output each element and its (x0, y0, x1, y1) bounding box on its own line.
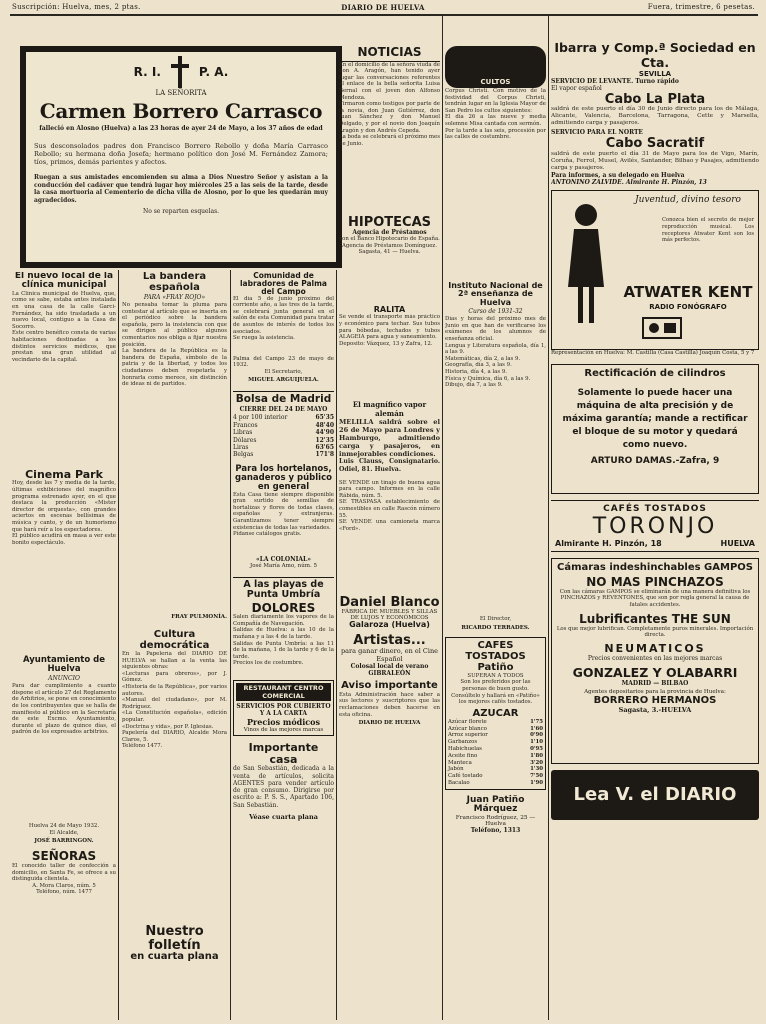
azucar-price-list (448, 719, 543, 787)
patino-body: SUPERAN A TODOS Son los preferidos por las personas de buen gusto. Consúltelo y hallará en «Patiño» los mejores cafés tostados. (451, 672, 540, 706)
news-headline: NOTICIAS (339, 46, 440, 62)
institute-director: El Director, (479, 616, 512, 623)
classifieds-body: SE VENDE un tinajo de buena agua para campo. Informes en la calle Rábida, núm. 5. SE TRASPASA establecimiento de comestibles en calle Rascón número 55. SE VENDE una camioneta marca «Ford». (339, 479, 440, 532)
atwater-ad (551, 190, 759, 350)
azucar-row (448, 753, 543, 760)
column-rule (230, 270, 231, 1020)
clinic-body: La Clínica municipal de Huelva, que, como se sabe, estaba antes instalada en una casa de la calle Garci-Fernández, ha sido trasladada a un nuevo local, contiguo a la Casa de Socorro. Este centro benéfico consta de varias habitaciones destinadas a los distintos servicios médicos, que prestan una gran utilidad al vecindario de la capital. (12, 290, 116, 363)
flag-signature: FRAY PULMONÍA. (171, 614, 227, 620)
blanco-headline: Daniel Blanco (339, 594, 440, 610)
azucar-value: 0'95 (530, 745, 543, 752)
gampos-headline: Cámaras indeshinchables GAMPOS (556, 561, 753, 573)
ibarra-north: SERVICIO PARA EL NORTE (551, 129, 644, 137)
atwater-tagline: Juventud, divino tesoro (635, 195, 741, 206)
azucar-value: 1'80 (530, 752, 543, 759)
marquez-address: Francisco Rodríguez, 25 — Huelva (455, 814, 536, 827)
bolsa-value: 171'8 (315, 451, 334, 459)
farmers-date: Palma del Campo 23 de mayo de 1932. (233, 355, 334, 369)
ladies-body: El conocido taller de confección a domicilio, en Santa Fe, se ofrece a su distinguida clientela. (12, 863, 116, 883)
ship-lead: El magnífico vapor alemán (352, 400, 427, 419)
gonzalez-agents: Agentes depositarios para la provincia de Huelva: (584, 688, 726, 695)
cabo-sacratif-headline: Cabo Sacratif (605, 135, 705, 151)
bolsa-row (233, 422, 334, 429)
ayto-signature: JOSÉ BARRINGON. (34, 838, 94, 845)
beach-dolores: DOLORES (251, 600, 316, 615)
obituary-death: falleció en Alosno (Huelva) a las 23 horas de ayer 24 de Mayo, a los 37 años de edad (39, 125, 323, 132)
ayto-body: Para dar cumplimiento a cuanto dispone el artículo 27 del Reglamento de Arbitrios, se pone en conocimiento de los contribuyentes que se halla de manifiesto al público en la Secretaría de este Excmo. Ayuntamiento, durante el plazo de quince días, el padrón de los expresados arbitrios. (12, 683, 116, 736)
clinic-headline: El nuevo local de la clínica municipal (14, 272, 114, 291)
loans-body: con el Banco Hipotecario de España. Agencia de Préstamos Domínguez. Sagasta, 41 — Huelva. (339, 236, 440, 256)
column-2 (122, 272, 227, 1020)
ship-agent: Luis Clauss, Consignatario. Odiel, 81. Huelva. (339, 458, 440, 473)
loans-subhead: Agencia de Préstamos (352, 229, 427, 237)
culture-body: En la Papelería del DIARIO DE HUELVA se hallan a la venta las siguientes obras: «Lecturas para obreros», por J. Gómez. «Historia de la República», por varios autores. «Manual del ciudadano», por M. Rodríguez. «La Constitución española», edición popular. «Doctrina y vida», por P. Iglesias. Papelería del DIARIO, Alcalde Mora Claros, 5. Teléfono 1477. (122, 651, 227, 750)
bolsa-value: 63'65 (315, 444, 334, 452)
institute-subhead: Curso de 1931-32 (468, 308, 523, 316)
bolsa-value: 12'35 (315, 436, 334, 444)
blanco-body: FÁBRICA DE MUEBLES Y SILLAS DE LUJOS Y ECONÓMICOS (341, 609, 438, 622)
ship-body: MELILLA saldrá sobre el 26 de Mayo para Londres y Hamburgo, admitiendo carga y pasajeros, en inmejorables condiciones. (339, 418, 440, 459)
cross-icon (171, 56, 189, 88)
gampos-ad (551, 558, 759, 764)
important-headline: Importante casa (248, 741, 319, 766)
gonzalez-headline: GONZALEZ Y OLABARRI (572, 664, 738, 680)
borrero-headline: BORRERO HERMANOS (593, 694, 717, 706)
woman-illustration-icon (556, 197, 616, 327)
bolsa-label: Francos (233, 421, 258, 429)
azucar-label: Habichuelas (448, 745, 482, 752)
azucar-label: Arroz superior (448, 732, 488, 739)
institute-headline: Instituto Nacional de 2ª enseñanza de Huelva (448, 281, 543, 307)
atwater-body: Conozca bien el secreto de mejor reproducción musical. Los receptores Atwater Kent son los más perfectos. (662, 217, 754, 244)
azucar-row (448, 719, 543, 726)
azucar-row (448, 780, 543, 787)
ayto-alcalde: El Alcalde, (49, 829, 79, 836)
institute-body: Días y horas del próximo mes de Junio en que han de verificarse los exámenes de los alumnos de enseñanza oficial. Lengua y Literatura española, día 1, a las 9. Matemáticas, día 2, a las 9. Geografía, día 3, a las 9. Historia, día 4, a las 9. Física y Química, día 6, a las 9. Dibujo, día 7, a las 9. (445, 316, 546, 389)
bolsa-value: 44'90 (315, 429, 334, 437)
column-footer: DIARIO DE HUELVA (358, 720, 421, 727)
azucar-value: 1'90 (530, 779, 543, 786)
cabo-sacratif-body: saldrá de este puerto el día 31 de Mayo para los de Vigo, Marín, Coruña, Ferrol, Musel, Avilés, Santander, Bilbao y Pasajes, admitiendo carga y pasajeros. (551, 150, 759, 171)
column-5 (445, 46, 546, 1020)
restaurant-ad (233, 680, 334, 736)
azucar-row (448, 746, 543, 753)
artists-headline: Artistas... (353, 632, 426, 648)
bolsa-label: Dólares (233, 436, 257, 444)
azucar-row (448, 726, 543, 733)
obituary-block (20, 46, 342, 268)
cultos-body: Corpus Christi. Con motivo de la festividad del Corpus Christi, tendrán lugar en la Iglesia Mayor de San Pedro los cultos siguientes: El día 26 a las nueve y media solemne Misa cantada con sermón. Por la tarde a las seis, procesión por las calles de costumbre. (445, 88, 546, 141)
header-masthead: DIARIO DE HUELVA (341, 3, 425, 12)
bolsa-row (233, 437, 334, 444)
bolsa-label: Liras (233, 444, 249, 452)
azucar-label: Bacalao (448, 779, 470, 786)
folletin-subhead: en cuarta plana (130, 951, 219, 963)
ibarra-ship: El vapor español (551, 85, 602, 93)
notice-body: Esta Administración hace saber a sus lectores y suscriptores que las reclamaciones deben hacerse en esta oficina. (339, 691, 440, 718)
azucar-label: Café tostado (448, 773, 483, 780)
atwater-brand: ATWATER KENT (623, 283, 753, 302)
cabo-plata-headline: Cabo La Plata (604, 91, 706, 107)
azucar-value: 7'50 (530, 773, 543, 780)
patino-headline: CAFES TOSTADOS Patiño (465, 639, 526, 673)
important-body: de San Sebastián, dedicada a la venta de artículos, solicita AGENTES para vender artículo de gran consumo. Dirigirse por escrito a: P. S. S., Apartado 106, San Sebastián. (233, 765, 334, 809)
loans-headline: HIPOTECAS (347, 214, 431, 230)
restaurant-title: RESTAURANT CENTRO COMERCIAL (236, 683, 331, 701)
azucar-label: Azúcar blanco (448, 725, 487, 732)
ladies-headline: SEÑORAS (31, 849, 97, 864)
cabo-plata-body: saldrá de este puerto el día 30 de Junio directo para los de Málaga, Alicante, Valencia, Barcelona, Tarragona, Cette y Marsella, admitiendo carga y pasajeros. (551, 106, 759, 127)
ayto-headline: Ayuntamiento de Huelva (22, 655, 106, 675)
azucar-label: Jabón (448, 766, 464, 773)
bolsa-subhead: CIERRE DEL 24 DE MAYO (239, 406, 328, 414)
obituary-title: LA SEÑORITA (155, 89, 207, 97)
column-rule (442, 16, 443, 1020)
azucar-headline: AZUCAR (472, 707, 519, 719)
header-outside: Fuera, trimestre, 6 pesetas. (647, 3, 755, 11)
bolsa-row (233, 451, 334, 458)
gardeners-headline: Para los hortelanos, ganaderos y público en general (235, 463, 332, 492)
restaurant-services: SERVICIOS POR CUBIERTO Y A LA CARTA (236, 703, 331, 718)
notice-headline: Aviso importante (341, 680, 438, 692)
obituary-request: Ruegan a sus amistades encomienden su alma a Dios Nuestro Señor y asistan a la conducción del cadáver que tendrá lugar hoy miércoles 25 a las seis de la tarde, desde la casa mortuoria al Cementerio de dicha villa de Alosno, por lo que les quedarán muy agradecidos. (34, 174, 328, 204)
azucar-row (448, 732, 543, 739)
marquez-phone: Teléfono, 1313 (470, 826, 521, 834)
column-1 (12, 272, 116, 1020)
bolsa-label: Libras (233, 429, 253, 437)
azucar-value: 1'75 (530, 718, 543, 725)
marquez-headline: Juan Patiño Márquez (466, 794, 525, 815)
bolsa-headline: Bolsa de Madrid (233, 391, 334, 405)
azucar-row (448, 739, 543, 746)
azucar-label: Garbanzos (448, 739, 478, 746)
ibarra-service: SERVICIO DE LEVANTE. Turno rápido (551, 78, 679, 85)
cultos-banner (445, 46, 546, 88)
farmers-signature: MIGUEL ARGUIJUELA. (248, 377, 319, 384)
obituary-name: Carmen Borrero Carrasco (39, 99, 323, 123)
bolsa-value: 48'40 (315, 421, 334, 429)
diario-slogan: Lea V. el DIARIO (573, 784, 737, 806)
institute-signature: RICARDO TERRADES. (461, 624, 530, 631)
obituary-rip-left: R. I. (133, 64, 161, 79)
borrero-address: Sagasta, 3.-HUELVA (618, 705, 692, 714)
azucar-row (448, 773, 543, 780)
flag-headline: La bandera española (142, 272, 207, 293)
atwater-footer: Representación en Huelva: M. Castilla (Casa Castilla) Joaquín Costa, 5 y 7 (551, 350, 755, 357)
toronjo-name: TORONJO (592, 513, 718, 539)
artists-body: para ganar dinero, en el Cine Español (341, 647, 438, 664)
header-subscription: Suscripción: Huelva, mes, 2 ptas. (12, 3, 141, 11)
column-4 (339, 46, 440, 1020)
obituary-rip-right: P. A. (198, 64, 229, 79)
bolsa-value: 65'35 (315, 414, 334, 422)
column-rule (118, 270, 119, 1020)
azucar-value: 1'30 (530, 766, 543, 773)
gardeners-address: José María Amo, núm. 5 (250, 562, 317, 569)
toronjo-pretitle: CAFÉS TOSTADOS (603, 503, 707, 514)
ibarra-city: SEVILLA (638, 70, 672, 78)
folletin-headline: Nuestro folletín (145, 924, 204, 953)
patino-ad (445, 637, 546, 790)
atwater-kind: RADIO FONÓGRAFO (649, 303, 727, 312)
blanco-address: Galaroza (Huelva) (349, 620, 430, 630)
tyres-headline: NEUMATICOS (604, 641, 706, 655)
gampos-slogan: NO MAS PINCHAZOS (586, 574, 724, 589)
gonzalez-cities: MADRID — BILBAO (621, 679, 689, 687)
cylinders-address: ARTURO DAMAS.-Zafra, 9 (590, 455, 720, 466)
flag-body: No pensaba tomar la pluma para contestar al artículo que se inserta en el periódico sobre la bandera española, pero la insistencia con que se dirigen al público algunos comentarios nos obliga a fijar nuestra posición. La bandera de la República es la bandera de España, símbolo de la patria y de la libertad, y todos los ciudadanos deben respetarla y honrarla como merece, sin distinción de ideas ni de partidos. (122, 302, 227, 388)
azucar-label: Manteca (448, 759, 472, 766)
ibarra-agent-name: ANTONINO ZALVIDE. Almirante H. Pinzón, 13 (551, 178, 707, 186)
beach-headline: A las playas de Punta Umbría (233, 577, 334, 600)
cylinders-ad (551, 364, 759, 494)
cultos-headline: CULTOS (480, 78, 511, 86)
obituary-family: Sus desconsolados padres don Francisco Borrero Rebollo y doña María Carrasco Rebollo; su hermana doña Josefa; hermano político don José M. Fernández Zamora; tíos, primos, demás parientes y afectos. (34, 142, 328, 166)
sun-headline: Lubrificantes THE SUN (579, 611, 731, 626)
obituary-note: No se reparten esquelas. (142, 208, 220, 216)
ibarra-headline: Ibarra y Comp.ª Sociedad en Cta. (554, 40, 756, 70)
bolsa-table (233, 414, 334, 458)
farmers-secretary: El Secretario, (264, 368, 303, 375)
farmers-body: El día 5 de junio próximo del corriente año, a las tres de la tarde, se celebrará junta general en el salón de esta Comunidad para tratar de asuntos de interés de todos los asociados. Se ruega la asistencia. (233, 295, 334, 342)
sun-body: Los que mejor lubrifican. Completamente puros minerales. Importación directa. (556, 625, 754, 639)
cylinders-body: Solamente lo puede hacer una máquina de alta precisión y de máxima garantía; mande a rectificar el bloque de su motor y quedará como nuevo. (562, 387, 748, 450)
bolsa-label: 4 por 100 interior (233, 414, 288, 422)
fourth-page-note: Véase cuarta plana (249, 813, 318, 822)
ralita-body: Se vende el transporte más práctico y económico para techar. Sus tubos para bóbedas, techados y tubos ALAGEIA para agua y saneamiento. Deposito: Vázquez, 13 y Zafra, 12. (339, 314, 440, 347)
azucar-value: 0'90 (530, 732, 543, 739)
header-rule (10, 14, 758, 16)
diario-slogan-banner (551, 770, 759, 820)
ayto-date: Huelva 24 de Mayo 1932. (28, 823, 100, 830)
artists-address: Colosal local de verano GIBRALEÓN (350, 663, 429, 678)
azucar-label: Aceite fino (448, 752, 478, 759)
cinema-body: Hoy, desde las 7 y media de la tarde, últimas exhibiciones del magnífico programa estrenado ayer, en el que destaca la producción «Mister director de orquesta», con grandes aciertos en escenas bellísimas de música y canto, y de un humorismo que hará reír a los espectadores. El público acudirá en masa a ver este bonito espectáculo. (12, 480, 116, 546)
bolsa-row (233, 414, 334, 421)
tyres-body: Precios convenientes en las mejores marcas (587, 654, 723, 662)
radio-icon (642, 317, 682, 339)
toronjo-city: HUELVA (720, 538, 755, 548)
ralita-headline: RALITA (373, 305, 406, 315)
azucar-label: Azúcar florete (448, 718, 487, 725)
beach-body: Salen diariamente los vapores de la Compañía de Navegación. Salidas de Huelva: a las 10 de la mañana y a las 4 de la tarde. Salidas de Punta Umbría: a las 11 de la mañana, 1 de la tarde y 6 de la tarde. Precios los de costumbre. (233, 614, 334, 667)
bolsa-row (233, 429, 334, 436)
restaurant-prices: Precios módicos (247, 717, 320, 728)
toronjo-address: Almirante H. Pinzón, 18 (555, 538, 662, 548)
column-rule (336, 270, 337, 1020)
bolsa-label: Belgas (233, 451, 254, 459)
restaurant-note: Vinos de las mejores marcas (243, 727, 324, 734)
ayto-subhead: ANUNCIO (48, 675, 80, 683)
cinema-headline: Cinema Park (25, 467, 103, 481)
farmers-headline: Comunidad de labradores de Palma del Campo (239, 272, 327, 296)
column-3 (233, 272, 334, 1020)
ladies-address: A. Mora Claros, núm. 5 Teléfono, núm. 1477 (32, 882, 96, 896)
gardeners-body: Esta Casa tiene siempre disponible gran surtido de semillas de hortalizas y flores de todas clases, españolas y extranjeras. Garantizamos tener siempre existencias de todas las variedades. Pídanse catálogos gratis. (233, 491, 334, 538)
azucar-value: 1'10 (530, 739, 543, 746)
azucar-value: 3'20 (530, 759, 543, 766)
gampos-body: Con las cámaras GAMPOS se eliminarán de una manera definitiva los PINCHAZOS y REVENTONES, que son por regla general la causa de fatales accidentes. (559, 588, 751, 608)
news-body: En el domicilio de la señora viuda de don A. Aragón, han tenido ayer lugar las conversaciones referentes al enlace de la bella señorita Luisa Bernal con el joven don Alfonso Mendoza. Firmaron como testigos por parte de la novia, don Juan Gutiérrez, don Juan Sánchez y don Manuel Delgado, y por el novio don Joaquín Aragón y don Andrés Cepeda. La boda se celebrará el próximo mes de Junio. (339, 61, 440, 147)
flag-subhead: PARA «FRAY ROJO» (143, 294, 206, 301)
gardeners-shop: «LA COLONIAL» (255, 555, 312, 563)
toronjo-ad (551, 500, 759, 552)
column-6 (551, 40, 759, 1020)
culture-headline: Cultura democrática (139, 629, 210, 651)
cylinders-headline: Rectificación de cilindros (584, 367, 726, 379)
ibarra-agent: Para informes, a su delegado en Huelva (551, 171, 685, 179)
bolsa-row (233, 444, 334, 451)
azucar-value: 1'60 (530, 725, 543, 732)
column-rule (548, 16, 549, 1020)
